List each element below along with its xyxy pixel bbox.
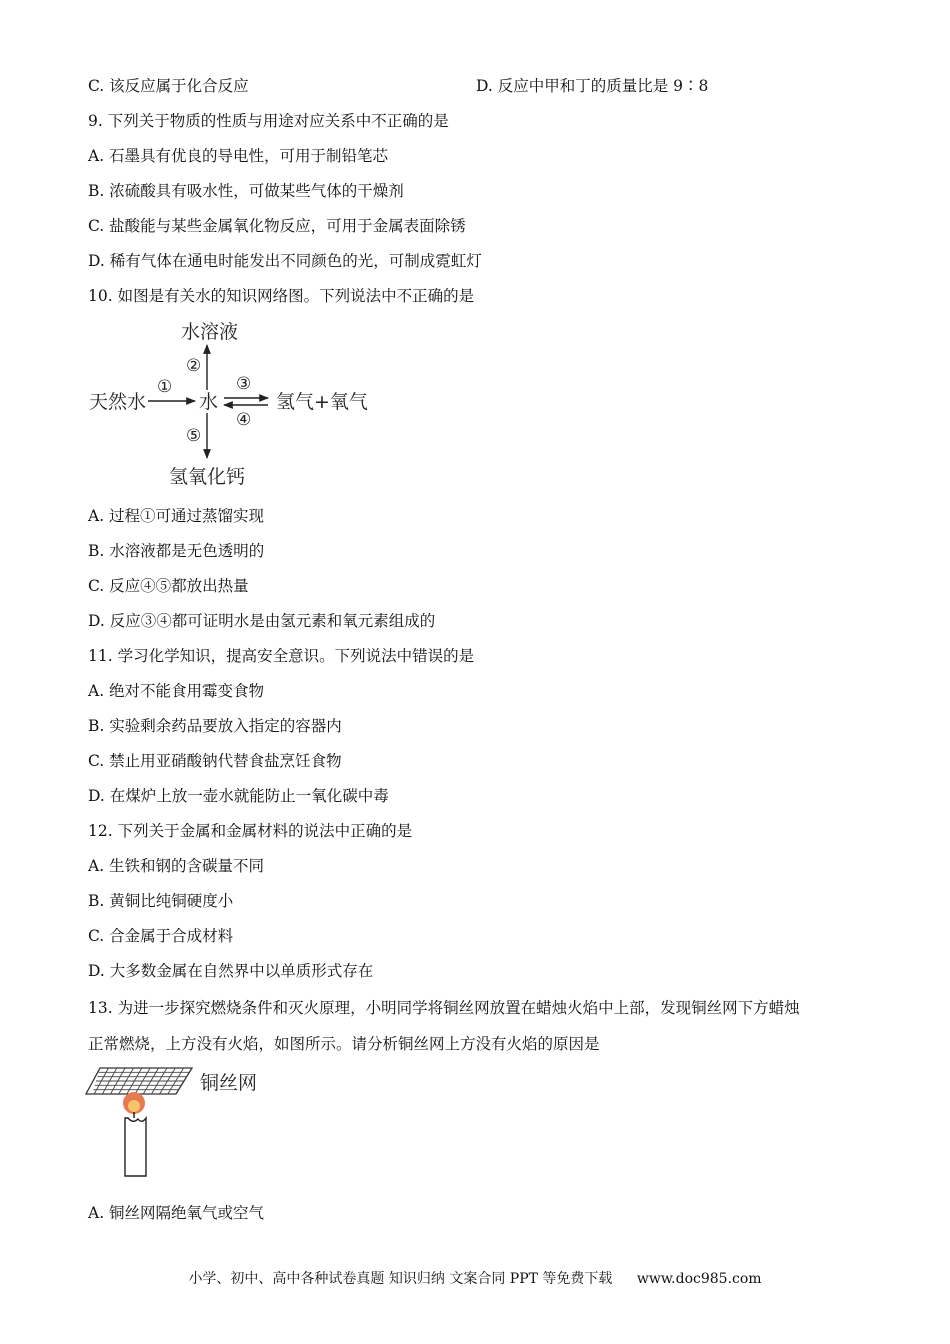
q10-option-b: B. 水溶液都是无色透明的: [88, 542, 265, 560]
diagram-hydrogen-oxygen: 氢气+氧气: [276, 391, 368, 413]
q11-option-b: B. 实验剩余药品要放入指定的容器内: [88, 717, 342, 735]
q11-option-d: D. 在煤炉上放一壶水就能防止一氧化碳中毒: [88, 787, 389, 805]
q12-option-a: A. 生铁和钢的含碳量不同: [88, 857, 265, 875]
candle-body: [125, 1118, 146, 1176]
footer-url[interactable]: www.doc985.com: [636, 1271, 762, 1287]
q11-stem: 11. 学习化学知识，提高安全意识。下列说法中错误的是: [88, 647, 475, 665]
diagram-label-1: ①: [157, 377, 173, 397]
q12-stem: 12. 下列关于金属和金属材料的说法中正确的是: [88, 822, 413, 840]
q8-option-d: D. 反应中甲和丁的质量比是 9∶8: [476, 77, 709, 95]
q13-stem-line1: 13. 为进一步探究燃烧条件和灭火原理，小明同学将铜丝网放置在蜡烛火焰中上部，发现铜丝网下方蜡烛: [88, 999, 800, 1017]
q9-stem: 9. 下列关于物质的性质与用途对应关系中不正确的是: [88, 112, 449, 130]
diagram-label-3: ③: [236, 374, 252, 394]
diagram-water: 水: [199, 391, 219, 413]
diagram-label-4: ④: [236, 410, 252, 430]
q11-option-a: A. 绝对不能食用霉变食物: [88, 682, 265, 700]
diagram-label-2: ②: [186, 356, 202, 376]
q10-option-c: C. 反应④⑤都放出热量: [88, 577, 249, 595]
q12-option-d: D. 大多数金属在自然界中以单质形式存在: [88, 962, 374, 980]
diagram-calcium-hydroxide: 氢氧化钙: [169, 466, 246, 488]
q13-option-a: A. 铜丝网隔绝氧气或空气: [88, 1204, 265, 1222]
q9-option-d: D. 稀有气体在通电时能发出不同颜色的光，可制成霓虹灯: [88, 252, 482, 270]
q9-option-b: B. 浓硫酸具有吸水性，可做某些气体的干燥剂: [88, 182, 404, 200]
q10-stem: 10. 如图是有关水的知识网络图。下列说法中不正确的是: [88, 287, 475, 305]
q11-option-c: C. 禁止用亚硝酸钠代替食盐烹饪食物: [88, 752, 342, 770]
q9-option-c: C. 盐酸能与某些金属氧化物反应，可用于金属表面除锈: [88, 217, 466, 235]
q10-option-a: A. 过程①可通过蒸馏实现: [88, 507, 265, 525]
candle-copper-mesh-figure: [86, 1068, 192, 1176]
q12-option-b: B. 黄铜比纯铜硬度小: [88, 892, 234, 910]
q9-option-a: A. 石墨具有优良的导电性，可用于制铅笔芯: [88, 147, 389, 165]
q10-option-d: D. 反应③④都可证明水是由氢元素和氧元素组成的: [88, 612, 436, 630]
diagram-label-5: ⑤: [186, 426, 202, 446]
q12-option-c: C. 合金属于合成材料: [88, 927, 234, 945]
q8-option-c: C. 该反应属于化合反应: [88, 77, 249, 95]
copper-mesh-label: 铜丝网: [200, 1072, 258, 1094]
diagram-aqueous-solution: 水溶液: [181, 321, 239, 343]
q13-stem-line2: 正常燃烧，上方没有火焰，如图所示。请分析铜丝网上方没有火焰的原因是: [88, 1035, 600, 1053]
page-footer: [0, 1270, 950, 1288]
footer-text: 小学、初中、高中各种试卷真题 知识归纳 文案合同 PPT 等免费下载: [188, 1271, 613, 1287]
diagram-natural-water: 天然水: [89, 391, 147, 413]
